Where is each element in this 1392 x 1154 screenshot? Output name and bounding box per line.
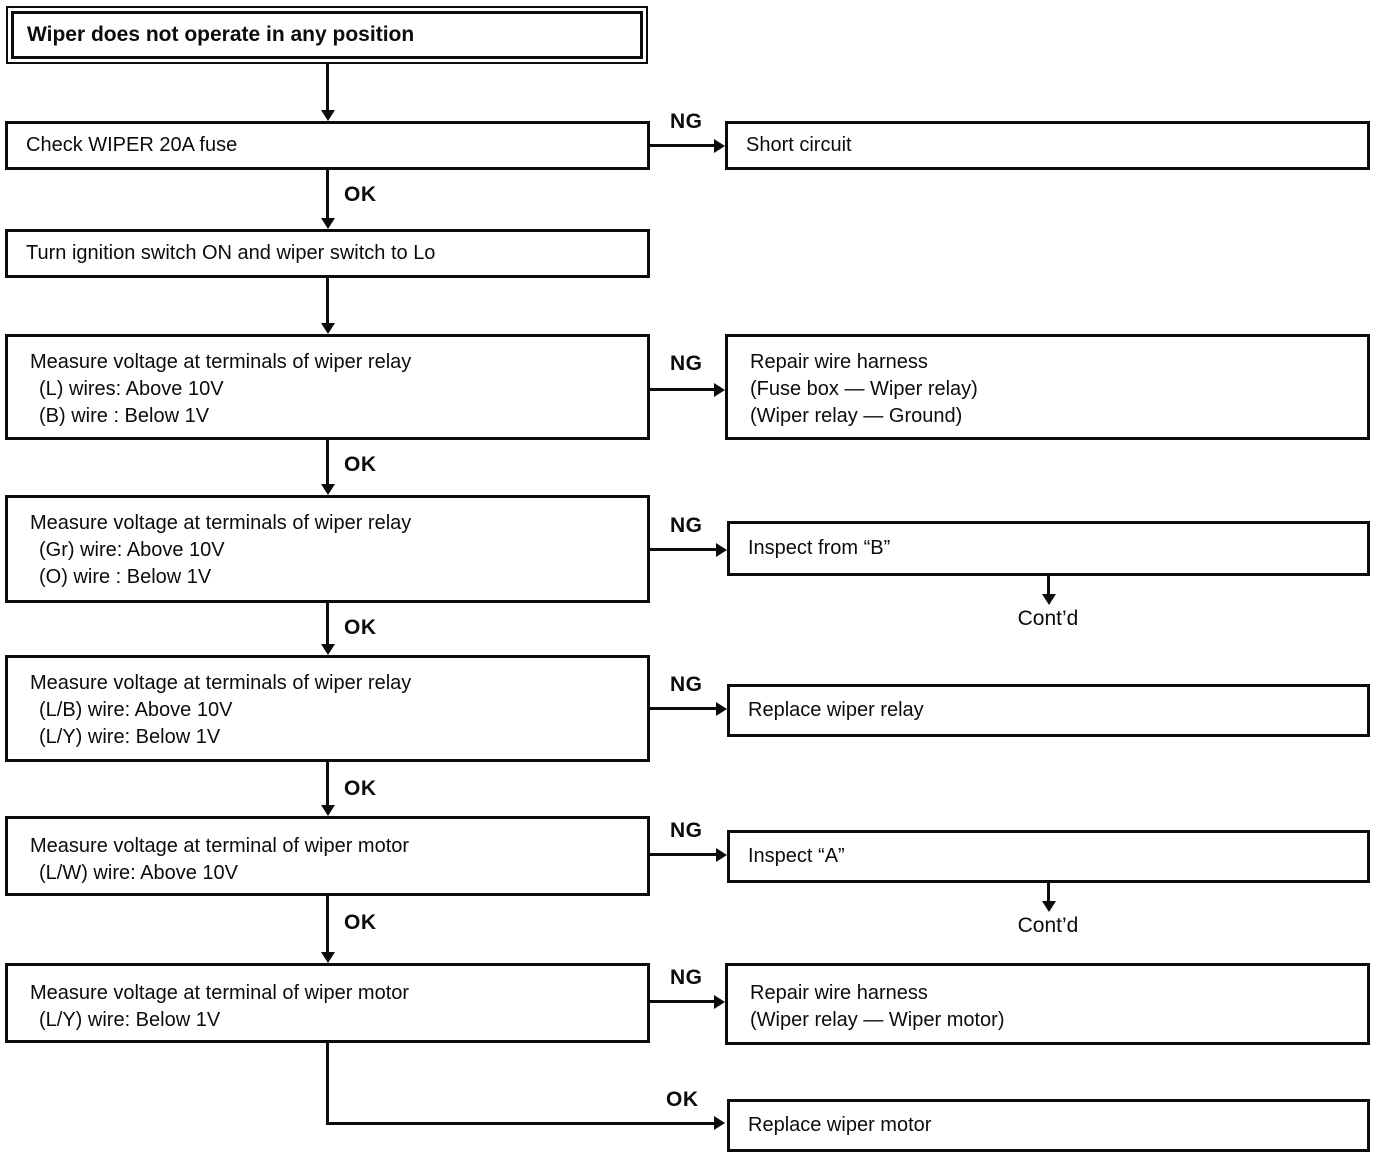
connector-ok-4 <box>326 762 329 805</box>
arrow-down-icon <box>321 952 335 963</box>
arrow-down-icon <box>321 805 335 816</box>
connector-contd-1 <box>1047 576 1050 596</box>
step-measure-motor-lw-box <box>5 816 650 896</box>
step-measure-motor-ly-box <box>5 963 650 1043</box>
step-measure-relay-gr-o-box <box>5 495 650 603</box>
step-check-fuse-box <box>5 121 650 170</box>
step-line: Measure voltage at terminal of wiper motor <box>30 982 410 1004</box>
connector-ng-5 <box>650 853 717 856</box>
ng-label-3: NG <box>670 514 703 537</box>
result-short-circuit-box <box>725 121 1370 170</box>
result-inspect-from-b-label: Inspect from “B” <box>748 537 891 559</box>
ng-label-2: NG <box>670 352 703 375</box>
step-line: (L/W) wire: Above 10V <box>39 862 238 884</box>
step-turn-ignition-label: Turn ignition switch ON and wiper switch to Lo <box>26 242 436 264</box>
step-turn-ignition-box <box>5 229 650 278</box>
step-line: Measure voltage at terminals of wiper relay <box>30 351 412 373</box>
contd-label-1: Cont’d <box>1017 607 1079 630</box>
result-inspect-a-label: Inspect “A” <box>748 845 845 867</box>
step-line: (L/Y) wire: Below 1V <box>39 726 221 748</box>
connector-ignition-to-relay <box>326 278 329 323</box>
ok-label-final: OK <box>666 1088 699 1111</box>
ok-label-4: OK <box>344 777 377 800</box>
step-line: Measure voltage at terminals of wiper relay <box>30 512 412 534</box>
arrow-down-icon <box>321 323 335 334</box>
connector-ng-1 <box>650 144 715 147</box>
step-line: (L/Y) wire: Below 1V <box>39 1009 221 1031</box>
result-line: Repair wire harness <box>750 982 928 1004</box>
arrow-down-icon <box>1042 901 1056 912</box>
arrow-right-icon <box>714 1116 725 1130</box>
result-line: (Wiper relay — Ground) <box>750 405 963 427</box>
connector-contd-2 <box>1047 883 1050 903</box>
arrow-right-icon <box>714 139 725 153</box>
result-repair-harness-relay-motor-box <box>725 963 1370 1045</box>
result-replace-wiper-motor-label: Replace wiper motor <box>748 1114 932 1136</box>
result-line: (Wiper relay — Wiper motor) <box>750 1009 1005 1031</box>
step-line: Measure voltage at terminal of wiper motor <box>30 835 410 857</box>
result-line: (Fuse box — Wiper relay) <box>750 378 978 400</box>
arrow-down-icon <box>321 218 335 229</box>
ng-label-4: NG <box>670 673 703 696</box>
connector-ok-final-vertical <box>326 1043 329 1125</box>
step-measure-relay-l-b-box <box>5 334 650 440</box>
connector-ng-4 <box>650 707 717 710</box>
result-inspect-from-b-box <box>727 521 1370 576</box>
arrow-down-icon <box>321 484 335 495</box>
connector-ok-5 <box>326 896 329 952</box>
result-line: Repair wire harness <box>750 351 928 373</box>
ng-label-5: NG <box>670 819 703 842</box>
connector-ng-2 <box>650 388 715 391</box>
connector-ok-2 <box>326 440 329 484</box>
ok-label-2: OK <box>344 453 377 476</box>
connector-ng-6 <box>650 1000 715 1003</box>
connector-ok-final-horizontal <box>326 1122 716 1125</box>
arrow-right-icon <box>714 995 725 1009</box>
result-short-circuit-label: Short circuit <box>746 134 852 156</box>
arrow-down-icon <box>321 110 335 121</box>
arrow-down-icon <box>1042 594 1056 605</box>
result-repair-harness-fuse-relay-box <box>725 334 1370 440</box>
connector-ng-3 <box>650 548 717 551</box>
arrow-right-icon <box>714 383 725 397</box>
step-line: (B) wire : Below 1V <box>39 405 210 427</box>
step-measure-relay-lb-ly-box <box>5 655 650 762</box>
arrow-right-icon <box>716 702 727 716</box>
ng-label-1: NG <box>670 110 703 133</box>
connector-title-to-fuse <box>326 64 329 112</box>
step-check-fuse-label: Check WIPER 20A fuse <box>26 134 238 156</box>
start-condition-label: Wiper does not operate in any position <box>11 11 643 59</box>
connector-ok-1 <box>326 170 329 218</box>
result-replace-wiper-relay-box <box>727 684 1370 737</box>
ok-label-1: OK <box>344 183 377 206</box>
connector-ok-3 <box>326 603 329 644</box>
step-line: (Gr) wire: Above 10V <box>39 539 225 561</box>
result-replace-wiper-motor-box <box>727 1099 1370 1152</box>
result-inspect-a-box <box>727 830 1370 883</box>
ok-label-5: OK <box>344 911 377 934</box>
arrow-right-icon <box>716 543 727 557</box>
step-line: (O) wire : Below 1V <box>39 566 212 588</box>
result-replace-wiper-relay-label: Replace wiper relay <box>748 699 924 721</box>
contd-label-2: Cont’d <box>1017 914 1079 937</box>
ng-label-6: NG <box>670 966 703 989</box>
ok-label-3: OK <box>344 616 377 639</box>
step-line: (L) wires: Above 10V <box>39 378 224 400</box>
step-line: Measure voltage at terminals of wiper relay <box>30 672 412 694</box>
start-condition-box <box>6 6 648 64</box>
arrow-down-icon <box>321 644 335 655</box>
arrow-right-icon <box>716 848 727 862</box>
step-line: (L/B) wire: Above 10V <box>39 699 233 721</box>
